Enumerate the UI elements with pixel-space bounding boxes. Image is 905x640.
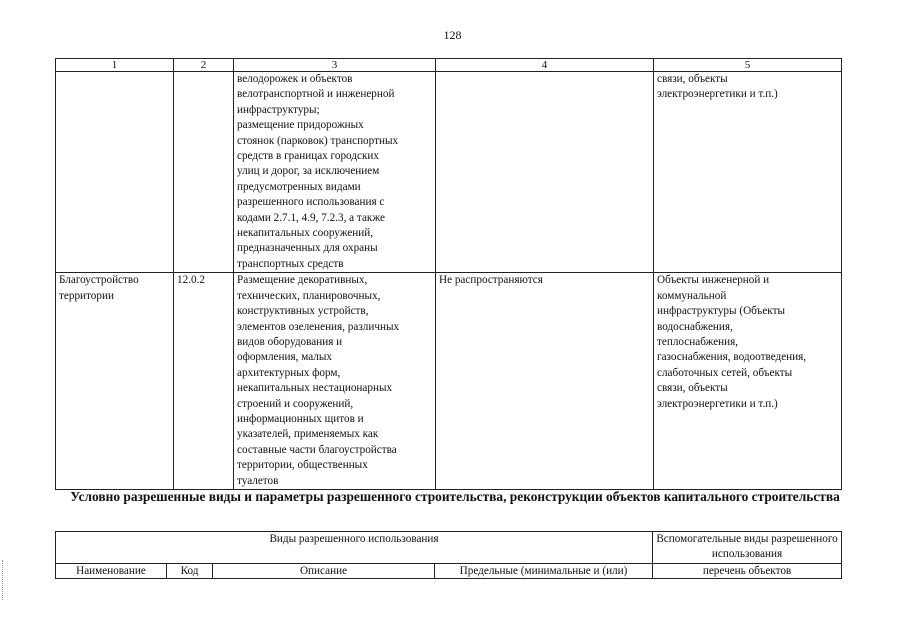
group-header-row bbox=[56, 532, 842, 564]
column-header-object-list: перечень объектов bbox=[653, 563, 842, 578]
auxiliary-uses-cell: Объекты инженерной и коммунальной инфраструктуры (Объекты водоснабжения, теплоснабжения, газоснабжения, водоотведения, слаботочных сетей, объекты связи, объекты электроэнергетики и т.п.) bbox=[654, 273, 842, 490]
use-name-cell bbox=[56, 72, 174, 273]
column-header-row bbox=[56, 563, 842, 578]
permitted-uses-table bbox=[55, 58, 842, 490]
column-header-code: Код bbox=[167, 563, 213, 578]
use-name-cell: Благоустройство территории bbox=[56, 273, 174, 490]
column-header-description: Описание bbox=[213, 563, 435, 578]
column-number-row bbox=[56, 59, 842, 72]
section-heading: Условно разрешенные виды и параметры разрешенного строительства, реконструкции объектов капитального строительства bbox=[70, 489, 840, 504]
use-code-cell: 12.0.2 bbox=[174, 273, 234, 490]
column-number: 5 bbox=[654, 59, 842, 72]
conditional-uses-table bbox=[55, 531, 842, 579]
scan-edge-marks bbox=[2, 560, 5, 600]
use-description-cell: Размещение декоративных, технических, планировочных, конструктивных устройств, элементов озеленения, различных видов оборудования и оформления, малых архитектурных форм, некапитальных нестационарных строений и сооружений, информационных щитов и указателей, применяемых как составные части благоустройства территории, общественных туалетов bbox=[234, 273, 436, 490]
limit-params-cell bbox=[436, 72, 654, 273]
column-number: 3 bbox=[234, 59, 436, 72]
column-number: 1 bbox=[56, 59, 174, 72]
group-header-auxiliary-uses: Вспомогательные виды разрешенного использования bbox=[653, 532, 842, 564]
table-row bbox=[56, 273, 842, 490]
column-number: 2 bbox=[174, 59, 234, 72]
page-number: 128 bbox=[443, 28, 462, 42]
column-number: 4 bbox=[436, 59, 654, 72]
column-header-limit-params: Предельные (минимальные и (или) bbox=[435, 563, 653, 578]
auxiliary-uses-cell: связи, объекты электроэнергетики и т.п.) bbox=[654, 72, 842, 273]
limit-params-cell: Не распространяются bbox=[436, 273, 654, 490]
table-row bbox=[56, 72, 842, 273]
use-code-cell bbox=[174, 72, 234, 273]
group-header-permitted-uses: Виды разрешенного использования bbox=[56, 532, 653, 564]
use-description-cell: велодорожек и объектов велотранспортной и инженерной инфраструктуры; размещение придорожных стоянок (парковок) транспортных средств в границах городских улиц и дорог, за исключением предусмотренных видами разрешенного использования с кодами 2.7.1, 4.9, 7.2.3, а также некапитальных сооружений, предназначенных для охраны транспортных средств bbox=[234, 72, 436, 273]
column-header-name: Наименование bbox=[56, 563, 167, 578]
